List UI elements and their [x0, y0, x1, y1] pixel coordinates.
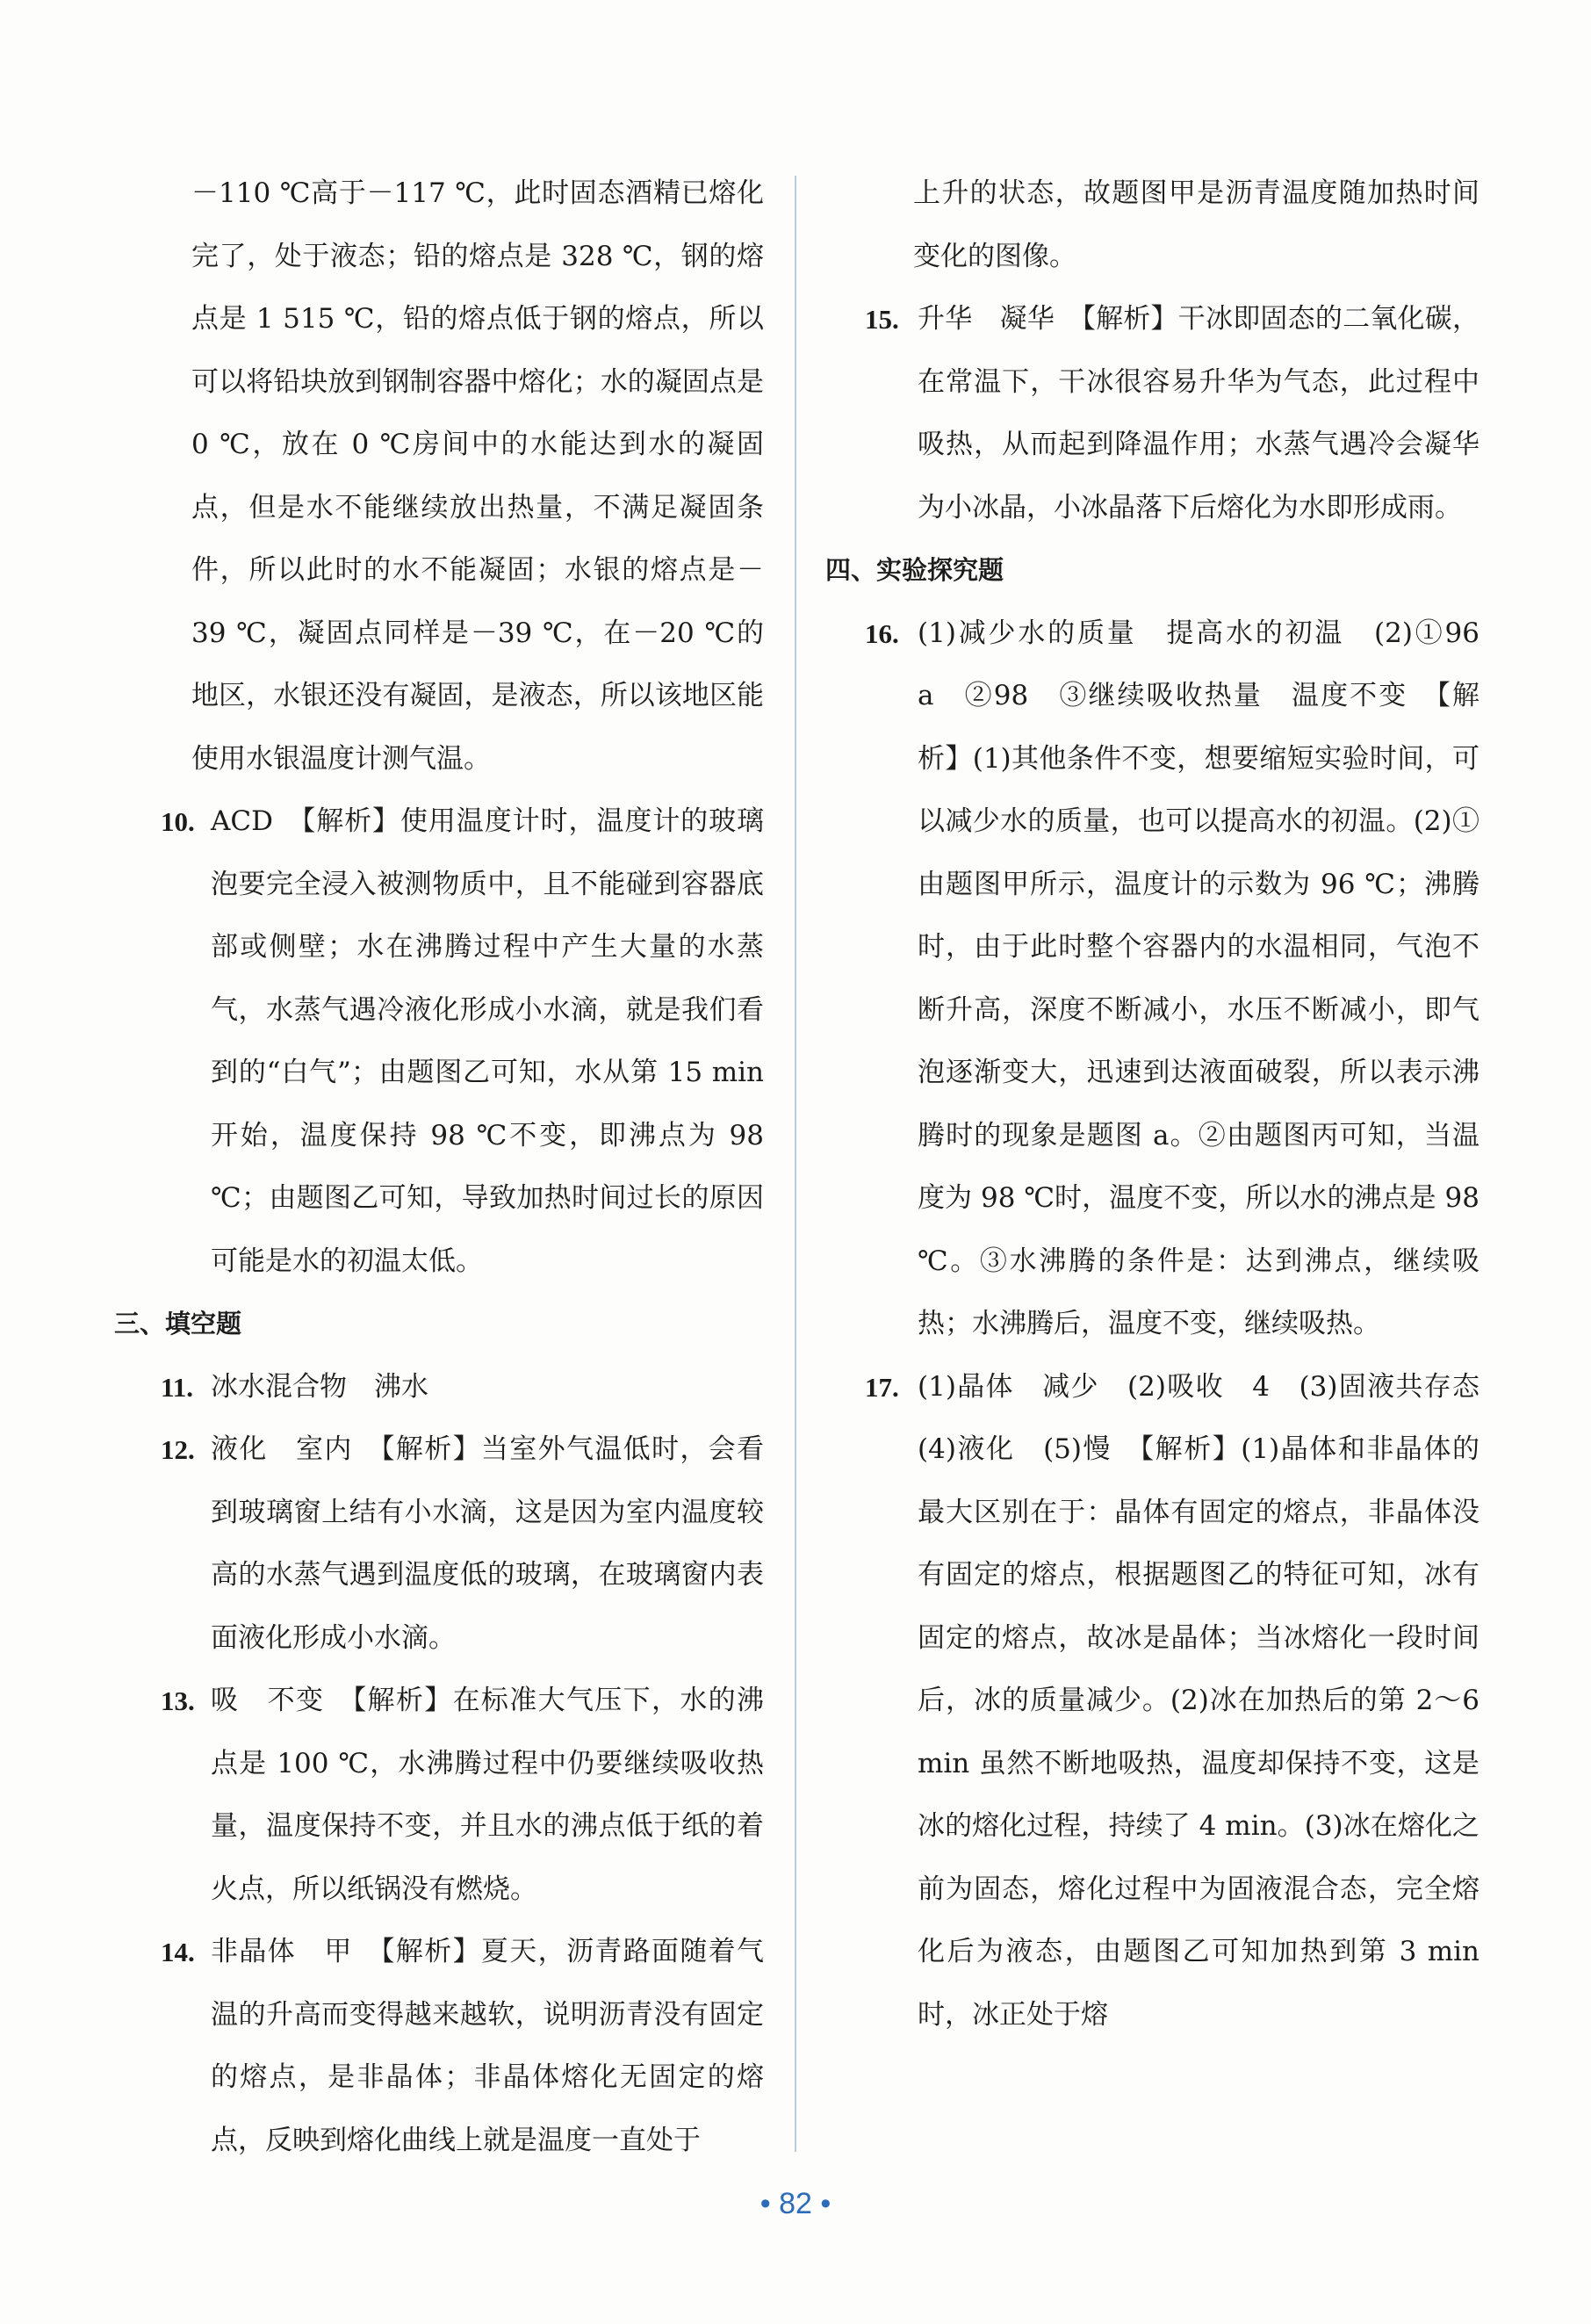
answer-item-12: [114, 1418, 764, 1670]
item-number: 10.: [161, 806, 195, 837]
answer-item-15: [825, 288, 1479, 539]
left-column: [114, 162, 764, 2172]
answer-item-10: [114, 790, 764, 1293]
q9-continuation: －110 ℃高于－117 ℃，此时固态酒精已熔化完了，处于液态；铅的熔点是 328 ℃，钢的熔点是 1 515 ℃，铅的熔点低于钢的熔点，所以可以将铅块放到钢制容器中熔化；水的凝固点是 0 ℃，放在 0 ℃房间中的水能达到水的凝固点，但是水不能继续放出热量，不满足凝固条件，所以此时的水不能凝固；水银的熔点是－39 ℃，凝固点同样是－39 ℃，在－20 ℃的地区，水银还没有凝固，是液态，所以该地区能使用水银温度计测气温。: [191, 177, 764, 775]
page-number: • 82 •: [760, 2187, 831, 2220]
item-text: 升华 凝华 【解析】干冰即固态的二氧化碳，在常温下，干冰很容易升华为气态，此过程中吸热，从而起到降温作用；水蒸气遇冷会凝华为小冰晶，小冰晶落下后熔化为水即形成雨。: [918, 303, 1479, 523]
section-heading-fill-in: 三、填空题: [114, 1309, 242, 1339]
item-number: 11.: [161, 1371, 194, 1403]
item-text: 液化 室内 【解析】当室外气温低时，会看到玻璃窗上结有小水滴，这是因为室内温度较高的水蒸气遇到温度低的玻璃，在玻璃窗内表面液化形成小水滴。: [211, 1433, 764, 1654]
item-number: 16.: [865, 617, 899, 649]
item-text: 非晶体 甲 【解析】夏天，沥青路面随着气温的升高而变得越来越软，说明沥青没有固定的熔点，是非晶体；非晶体熔化无固定的熔点，反映到熔化曲线上就是温度一直处于: [211, 1936, 764, 2156]
answer-item-13: [114, 1670, 764, 1921]
item-number: 12.: [161, 1434, 195, 1465]
answer-item-17: [825, 1356, 1507, 2047]
item-number: 13.: [161, 1685, 195, 1716]
item-text: 吸 不变 【解析】在标准大气压下，水的沸点是 100 ℃，水沸腾过程中仍要继续吸收热量，温度保持不变，并且水的沸点低于纸的着火点，所以纸锅没有燃烧。: [211, 1685, 764, 1905]
item-text: ACD 【解析】使用温度计时，温度计的玻璃泡要完全浸入被测物质中，且不能碰到容器底部或侧壁；水在沸腾过程中产生大量的水蒸气，水蒸气遇冷液化形成小水滴，就是我们看到的“白气”；由题图乙可知，水从第 15 min 开始，温度保持 98 ℃不变，即沸点为 98 ℃；由题图乙可知，导致加热时间过长的原因可能是水的初温太低。: [211, 805, 764, 1277]
column-divider: [795, 176, 796, 2152]
answer-item-11: [114, 1356, 764, 1419]
q14-continuation: 上升的状态，故题图甲是沥青温度随加热时间变化的图像。: [913, 177, 1479, 272]
right-column: [825, 162, 1507, 2046]
item-text: (1)晶体 减少 (2)吸收 4 (3)固液共存态 (4)液化 (5)慢 【解析】(1)晶体和非晶体的最大区别在于：晶体有固定的熔点，非晶体没有固定的熔点，根据题图乙的特征可知，冰有固定的熔点，故冰是晶体；当冰熔化一段时间后，冰的质量减少。(2)冰在加热后的第 2～6 min 虽然不断地吸热，温度却保持不变，这是冰的熔化过程，持续了 4 min。(3)冰在熔化之前为固态，熔化过程中为固液混合态，完全熔化后为液态，由题图乙可知加热到第 3 min 时，冰正处于熔: [918, 1370, 1507, 2031]
item-text: 冰水混合物 沸水: [211, 1370, 428, 1403]
item-number: 17.: [865, 1371, 899, 1403]
section-heading-experiment: 四、实验探究题: [825, 555, 1004, 585]
answer-item-14: [114, 1921, 764, 2172]
item-text: (1)减少水的质量 提高水的初温 (2)①96 a ②98 ③继续吸收热量 温度不变 【解析】(1)其他条件不变，想要缩短实验时间，可以减少水的质量，也可以提高水的初温。(2)①由题图甲所示，温度计的示数为 96 ℃；沸腾时，由于此时整个容器内的水温相同，气泡不断升高，深度不断减小，水压不断减小，即气泡逐渐变大，迅速到达液面破裂，所以表示沸腾时的现象是题图 a。②由题图丙可知，当温度为 98 ℃时，温度不变，所以水的沸点是 98 ℃。③水沸腾的条件是：达到沸点，继续吸热；水沸腾后，温度不变，继续吸热。: [918, 617, 1507, 1339]
item-number: 15.: [865, 304, 899, 335]
item-number: 14.: [161, 1937, 195, 1967]
answer-item-16: [825, 603, 1507, 1356]
